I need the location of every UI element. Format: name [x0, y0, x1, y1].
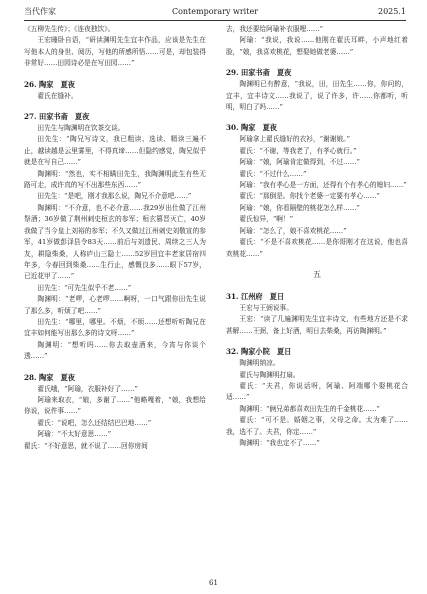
- journal-english-name: Contemporary writer: [171, 7, 259, 16]
- paragraph: 田先生：“哪里，哪里。不烦，不烦……还想听听陶兄在宜丰如何能写出那么多的诗文呀……”: [24, 317, 206, 338]
- paragraph: 翟氏：“夫君，你说话呀，阿瑜、阿端哪个娶桃花合适……”: [226, 381, 408, 402]
- paragraph: 陶渊明：“老啰，心老啰……啊呀，一口气跟你田先生说了那么多，听烦了吧……”: [24, 295, 206, 315]
- paragraph: 去，我还要给阿瑜补衣服哩……”: [226, 25, 324, 33]
- paragraph: 田先生：“可先生似乎不老……”: [37, 283, 132, 292]
- paragraph: 阿瑜：“怎么了，娘不喜欢桃花……”: [239, 226, 347, 235]
- left-column: [24, 24, 206, 566]
- issue-number: 2025.1: [378, 7, 406, 16]
- paragraph: 翟氏惊异，“啊！”: [239, 215, 294, 224]
- spacer: [226, 282, 408, 290]
- paragraph: 阿瑜拿上翟氏缝好的衣衫，“谢谢娘。”: [239, 135, 350, 144]
- running-header: [24, 5, 406, 19]
- paragraph: 翟氏：“可不是。婚姻之事，父母之命。太为难了……我，选不了。夫君，你定……”: [226, 416, 408, 436]
- spacer: [226, 113, 408, 121]
- paragraph: 陶渊明：“然也，实不相瞒田先生，我陶渊明此生有些无路可走，成许真的写不出那些东西……”: [24, 169, 206, 190]
- paragraph: 陶渊明已有醉意，“我说，田，田先生……你，你问的，宜丰，宜丰诗文……我说了，说了许多，许……你都听，听明，明白了吗……”: [226, 80, 408, 112]
- section-number: 五: [313, 269, 321, 279]
- scene-heading: 30. 陶家 夏夜: [226, 123, 277, 133]
- paragraph: 翟氏与陶渊明打扇。: [239, 370, 300, 379]
- paragraph: 阿瑜：“我有孝心是一方面，还得有个有孝心的媳妇……”: [239, 181, 407, 190]
- spacer: [24, 102, 206, 110]
- paragraph: 田先生：“陶兄写诗文，我已粗读、选读、精读三遍不止，越读越是云里雾里，不得真谛……但隐约感觉，陶兄似乎就是在写自己……”: [24, 135, 206, 167]
- paragraph: 陶渊明：“想听吗……你去取壶酒来，今宵与你谈个透……”: [24, 340, 206, 361]
- paragraph: 翟氏：“那倒是。你找个老婆一定要有孝心……”: [239, 192, 380, 201]
- paragraph: 翟氏：“不好意思，就不说了……回你房间: [24, 441, 148, 450]
- paragraph: 《五柳先生传》；《连夜独饮》。: [24, 25, 115, 33]
- paragraph: 陶渊明：“不介意，也不必介意……我29岁出仕做了江州祭酒；36岁做了荆州刺史桓玄的参军；桓玄篡晋灭亡，40岁我做了当今皇上刘裕的参军；不久又做过江州刺史刘敬宣的参军，41岁做彭泽县令83天……前后与刘遗民、周续之三人为友，耕隐柴桑，人称庐山三隐士……52岁回宜丰老家居宿四年多，今春回到柴桑……生行止，感慨良多……眼下57岁，已近花甲了……”: [24, 203, 206, 281]
- scene-heading: 29. 田家书斋 夏夜: [226, 68, 292, 78]
- paragraph: 阿瑜：“不太好意思……”: [37, 430, 112, 439]
- journal-name: 当代作家: [24, 7, 56, 16]
- paragraph: 翟氏：“不是不喜欢桃花……是你哥刚才在这说，他也喜欢桃花……”: [226, 238, 408, 258]
- paragraph: 陶渊明：“我也定不了……”: [239, 438, 320, 447]
- paragraph: 王宏与王弼说事。: [239, 303, 293, 312]
- scene-heading: 27. 田家书斋 夏夜: [24, 112, 90, 122]
- page-number: 61: [209, 579, 218, 587]
- spacer: [24, 70, 206, 78]
- scene-heading: 31. 江州府 夏日: [226, 291, 285, 301]
- scene-heading: 28. 陶家 夏夜: [24, 372, 75, 382]
- spacer: [24, 363, 206, 371]
- paragraph: 田先生与陶渊明在饮茶交谈。: [37, 124, 125, 133]
- paragraph: 翟氏在缝补。: [37, 91, 78, 100]
- spacer: [226, 337, 408, 345]
- paragraph: 翟氏：“不过什么……”: [239, 169, 307, 178]
- scene-heading: 26. 陶家 夏夜: [24, 79, 75, 89]
- paragraph: 翟氏哦，“阿瑜，衣服补好了……”: [37, 384, 138, 393]
- paragraph: 翟氏：“不谢，等我老了，有孝心就行。”: [239, 146, 357, 155]
- paragraph: 阿瑜：“我说，我说……他刚在翟氏耳畔，小声地红着脸，“娘，我喜欢桃花，想娶她做老婆……”: [226, 36, 408, 56]
- paragraph: 田先生：“是吧，刚才我那么说，陶兄不介意吧……”: [37, 192, 192, 201]
- paragraph: 陶渊明：“俩兄弟都喜欢田先生的千金桃花……”: [239, 404, 380, 413]
- scene-heading: 32. 陶家小院 夏日: [226, 347, 292, 357]
- spacer: [226, 260, 408, 268]
- paragraph: 阿瑜：“娘，阿瑜肯定做得到，不过……”: [239, 158, 360, 167]
- paragraph: 王宏睡卧自语，“研读渊明先生宜丰作品，应该是先生在写他本人的身世、阅历，写他的所感所悟……可是，却包装得非常好……田园诗必是在写田园……”: [24, 36, 206, 68]
- paragraph: 翟氏：“说吧，怎么还结结巴巴地……”: [37, 418, 152, 427]
- paragraph: 阿瑜：“娘，你看隔壁的桃花怎么样……”: [239, 203, 360, 212]
- paragraph: 王宏：“读了几遍渊明先生宜丰诗文，有些地方还是不求甚解……王弼，备上好酒，明日去柴桑，再访陶渊明。”: [226, 315, 408, 335]
- header-divider: [24, 20, 406, 21]
- paragraph: 阿瑜来取衣，“娘，多谢了……”他略嘎着，“娘，我想给你说，说件事……”: [24, 395, 206, 416]
- right-column: [226, 24, 408, 566]
- paragraph: 陶渊明纳凉。: [239, 359, 280, 368]
- spacer: [226, 58, 408, 66]
